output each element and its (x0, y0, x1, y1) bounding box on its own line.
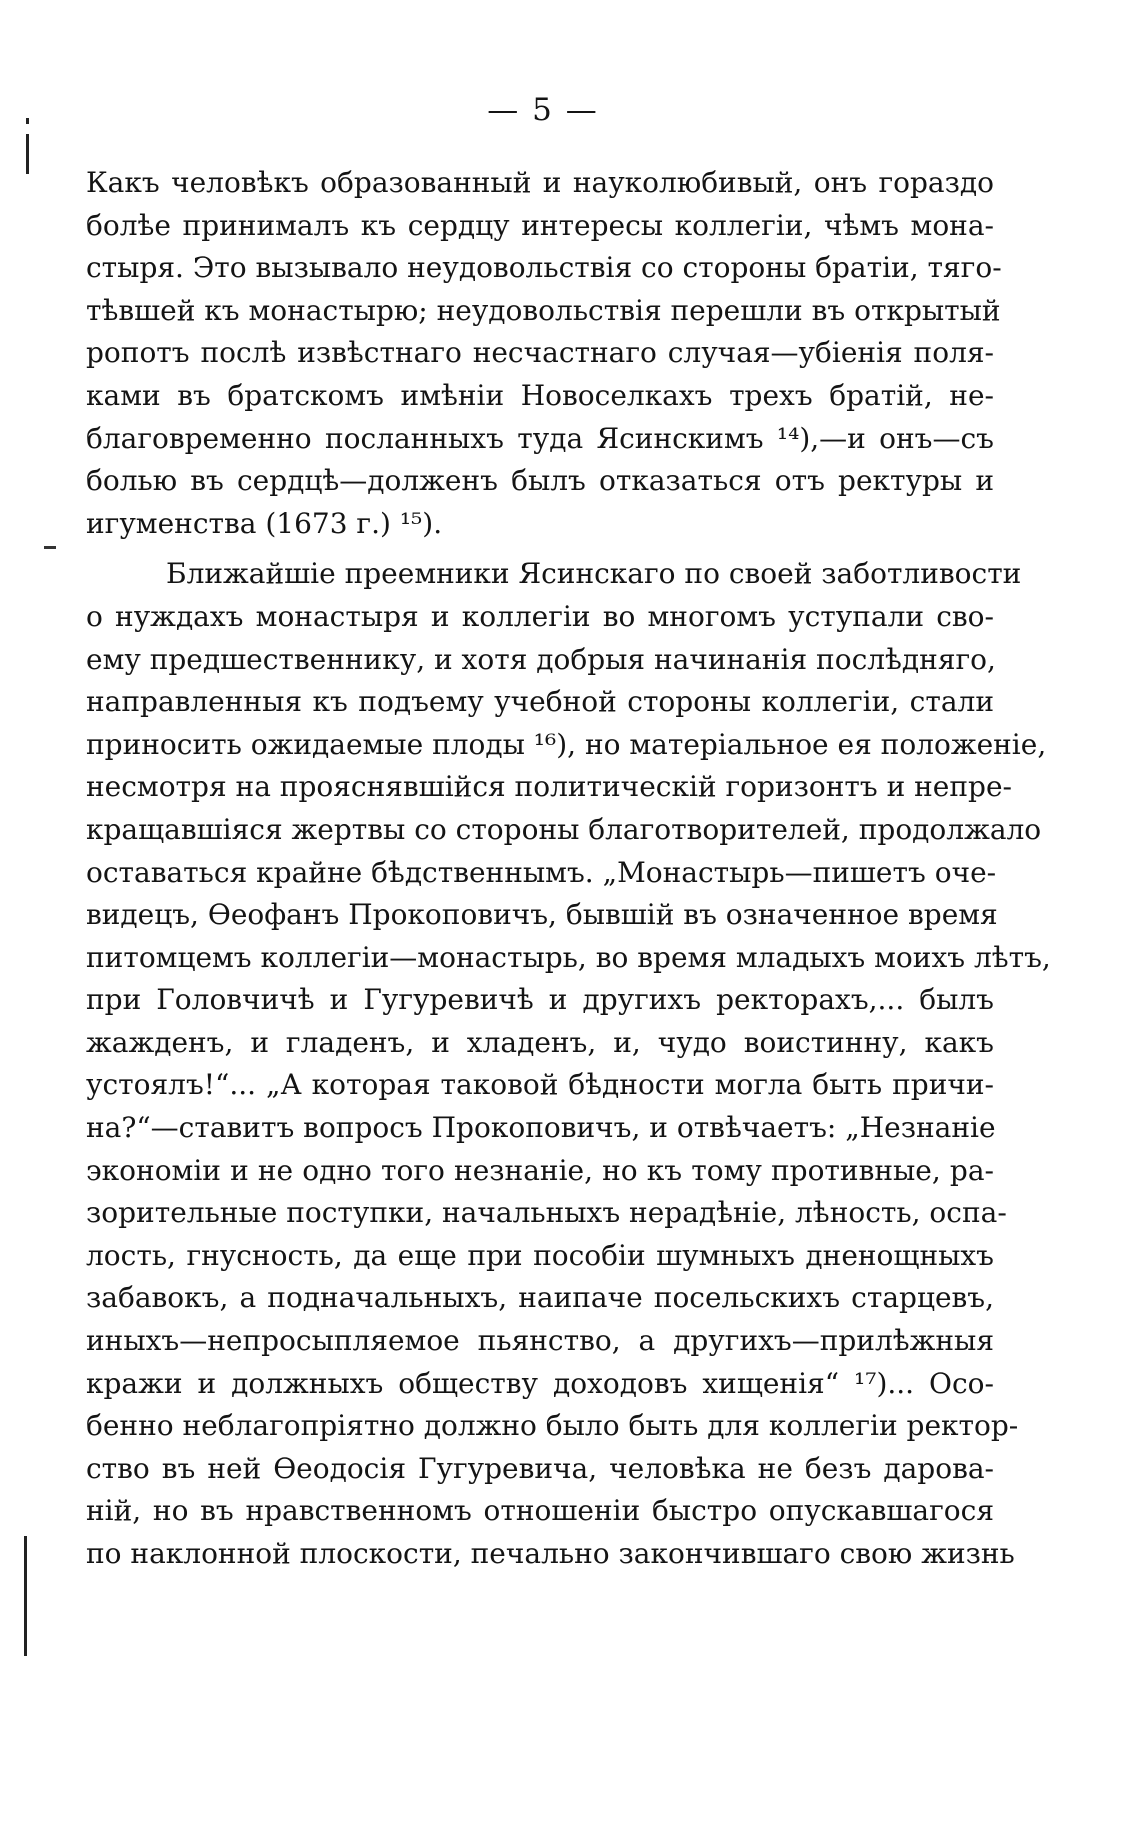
text-line: направленныя къ подъему учебной стороны коллегіи, стали (86, 685, 994, 719)
margin-mark-top-bar (26, 134, 29, 174)
text-line: кращавшіяся жертвы со стороны благотворителей, продолжало (86, 812, 1042, 846)
text-line: Какъ человѣкъ образованный и науколюбивый, онъ гораздо (86, 166, 994, 199)
text-line: ками въ братскомъ имѣніи Новоселкахъ трехъ братій, не- (86, 378, 994, 412)
text-line: видецъ, Ѳеофанъ Прокоповичъ, бывшій въ означенное время (86, 898, 998, 932)
text-line: стыря. Это вызывало неудовольствія со стороны братіи, тяго- (86, 251, 1002, 285)
text-line: иныхъ—непросыпляемое пьянство, а другихъ—прилѣжныя (86, 1324, 994, 1358)
text-line: Ближайшіе преемники Ясинскаго по своей заботливости (166, 557, 1022, 591)
text-line: несмотря на прояснявшійся политическій горизонтъ и непре- (86, 770, 1012, 804)
text-line: приносить ожидаемые плоды ¹⁶), но матеріальное ея положеніе, (86, 727, 1047, 761)
paragraph-2 (86, 553, 1051, 1575)
text-line: жажденъ, и гладенъ, и хладенъ, и, чудо воистинну, какъ (86, 1025, 994, 1059)
text-line: ему предшественнику, и хотя добрыя начинанія послѣдняго, (86, 642, 996, 676)
margin-mark-bottom-bar (24, 1536, 27, 1656)
text-line: лость, гнусность, да еще при пособіи шумныхъ дненощныхъ (86, 1238, 994, 1272)
paragraph-1 (86, 162, 1002, 545)
text-line: игуменства (1673 г.) ¹⁵). (86, 506, 443, 540)
text-line: ропотъ послѣ извѣстнаго несчастнаго случая—убіенія поля- (86, 336, 994, 370)
text-line: ній, но въ нравственномъ отношеніи быстро опускавшагося (86, 1494, 994, 1528)
text-line: по наклонной плоскости, печально закончившаго свою жизнь (86, 1537, 1015, 1570)
text-line: при Головчичѣ и Гугуревичѣ и другихъ ректорахъ,... былъ (86, 983, 994, 1017)
text-line: бенно неблагопріятно должно было быть для коллегіи ректор- (86, 1409, 1019, 1443)
body-text (86, 162, 1051, 1576)
text-line: благовременно посланныхъ туда Ясинскимъ ¹⁴),—и онъ—съ (86, 421, 994, 455)
text-line: болью въ сердцѣ—долженъ былъ отказаться отъ ректуры и (86, 464, 994, 498)
text-line: о нуждахъ монастыря и коллегіи во многомъ уступали сво- (86, 599, 994, 633)
text-line: оставаться крайне бѣдственнымъ. „Монастырь—пишетъ оче- (86, 855, 997, 889)
text-line: зорительные поступки, начальныхъ нерадѣніе, лѣность, оспа- (86, 1196, 1007, 1230)
text-line: на?“—ставитъ вопросъ Прокоповичъ, и отвѣчаетъ: „Незнаніе (86, 1111, 996, 1145)
text-line: питомцемъ коллегіи—монастырь, во время младыхъ моихъ лѣтъ, (86, 940, 1051, 974)
text-line: устоялъ!“... „А которая таковой бѣдности могла быть причи- (86, 1068, 994, 1102)
page-number: — 5 — (487, 92, 599, 128)
text-line: кражи и должныхъ обществу доходовъ хищенія“ ¹⁷)... Осо- (86, 1366, 994, 1400)
text-line: ство въ ней Ѳеодосія Гугуревича, человѣка не безъ дарова- (86, 1451, 994, 1485)
margin-dash-mark (44, 546, 56, 549)
text-line: болѣе принималъ къ сердцу интересы коллегіи, чѣмъ мона- (86, 208, 994, 242)
text-line: экономіи и не одно того незнаніе, но къ тому противные, ра- (86, 1153, 994, 1187)
text-line: забавокъ, а подначальныхъ, наипаче посельскихъ старцевъ, (86, 1281, 994, 1315)
text-line: тѣвшей къ монастырю; неудовольствія перешли въ открытый (86, 293, 1001, 327)
